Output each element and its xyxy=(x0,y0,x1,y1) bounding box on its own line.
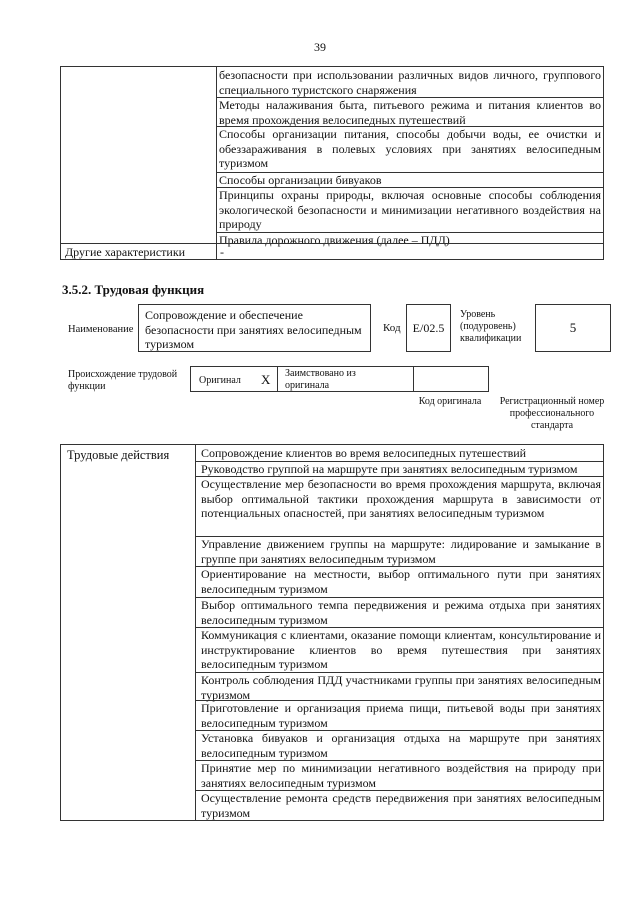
table-row: Методы налаживания быта, питьевого режима и питания клиентов во время прохождения велосипедных путешествий xyxy=(216,97,604,127)
table-row: Коммуникация с клиентами, оказание помощи клиентам, консультирование и инструктирование клиентов во время путешествия при занятиях велосипедным туризмом xyxy=(195,627,604,672)
table-row: Принятие мер по минимизации негативного воздействия на природу при занятиях велосипедным туризмом xyxy=(195,760,604,790)
code-original-caption: Код оригинала xyxy=(418,396,482,407)
table-row: Способы организации питания, способы добычи воды, ее очистки и обеззараживания в полевых условиях при занятиях велосипедным туризмом xyxy=(216,126,604,171)
page-number: 39 xyxy=(314,40,326,54)
table-divider xyxy=(61,243,603,244)
name-label: Наименование xyxy=(68,324,134,335)
table-row: Руководство группой на маршруте при занятиях велосипедным туризмом xyxy=(195,461,604,477)
table-row: Установка бивуаков и организация отдыха на маршруте при занятиях велосипедным туризмом xyxy=(195,730,604,760)
registration-caption: Регистрационный номер профессионального стандарта xyxy=(499,396,605,431)
other-characteristics-value: - xyxy=(220,245,224,259)
section-title: 3.5.2. Трудовая функция xyxy=(62,282,205,297)
knowledge-table xyxy=(60,66,604,260)
origin-label: Происхождение трудовой функции xyxy=(68,369,178,392)
qualification-level: 5 xyxy=(535,304,611,352)
function-name: Сопровождение и обеспечение безопасности при занятиях велосипедным туризмом xyxy=(138,304,371,352)
borrowed-label: Заимствовано из оригинала xyxy=(285,368,356,391)
function-code: E/02.5 xyxy=(406,304,451,352)
table-row: Приготовление и организация приема пищи, питьевой воды при занятиях велосипедным туризмом xyxy=(195,700,604,730)
labor-actions-table xyxy=(60,444,604,821)
origin-box xyxy=(190,366,489,392)
origin-divider xyxy=(413,367,414,391)
level-label: Уровень (подуровень) квалификации xyxy=(460,309,522,344)
table-row: Ориентирование на местности, выбор оптимального пути при занятиях велосипедным туризмом xyxy=(195,566,604,596)
table-row: Правила дорожного движения (далее – ПДД) xyxy=(216,232,604,248)
table-row: Способы организации бивуаков xyxy=(216,172,604,188)
other-characteristics-label: Другие характеристики xyxy=(65,245,186,259)
table-row: Управление движением группы на маршруте: лидирование и замыкание в группе при занятиях велосипедным туризмом xyxy=(195,536,604,566)
table-row: Контроль соблюдения ПДД участниками группы при занятиях велосипедным туризмом xyxy=(195,672,604,702)
table-row: Выбор оптимального темпа передвижения и режима отдыха при занятиях велосипедным туризмом xyxy=(195,597,604,627)
labor-actions-label: Трудовые действия xyxy=(67,448,170,462)
table-row: Сопровождение клиентов во время велосипедных путешествий xyxy=(201,446,527,460)
table-row: Осуществление мер безопасности во время прохождения маршрута, включая выбор оптимальной тактики прохождения маршрута в зависимости от потенциальных опасностей, при занятиях велосипедным туризмом xyxy=(195,476,604,521)
original-mark: X xyxy=(261,372,271,387)
original-label: Оригинал xyxy=(199,375,241,386)
table-row: Принципы охраны природы, включая основные способы соблюдения экологической безопасности и минимизации негативного воздействия на природу xyxy=(216,187,604,232)
origin-divider xyxy=(277,367,278,391)
table-row: Осуществление ремонта средств передвижения при занятиях велосипедным туризмом xyxy=(195,790,604,820)
table-row: безопасности при использовании различных видов личного, группового специального туристского снаряжения xyxy=(219,68,601,97)
code-label: Код xyxy=(383,322,401,334)
